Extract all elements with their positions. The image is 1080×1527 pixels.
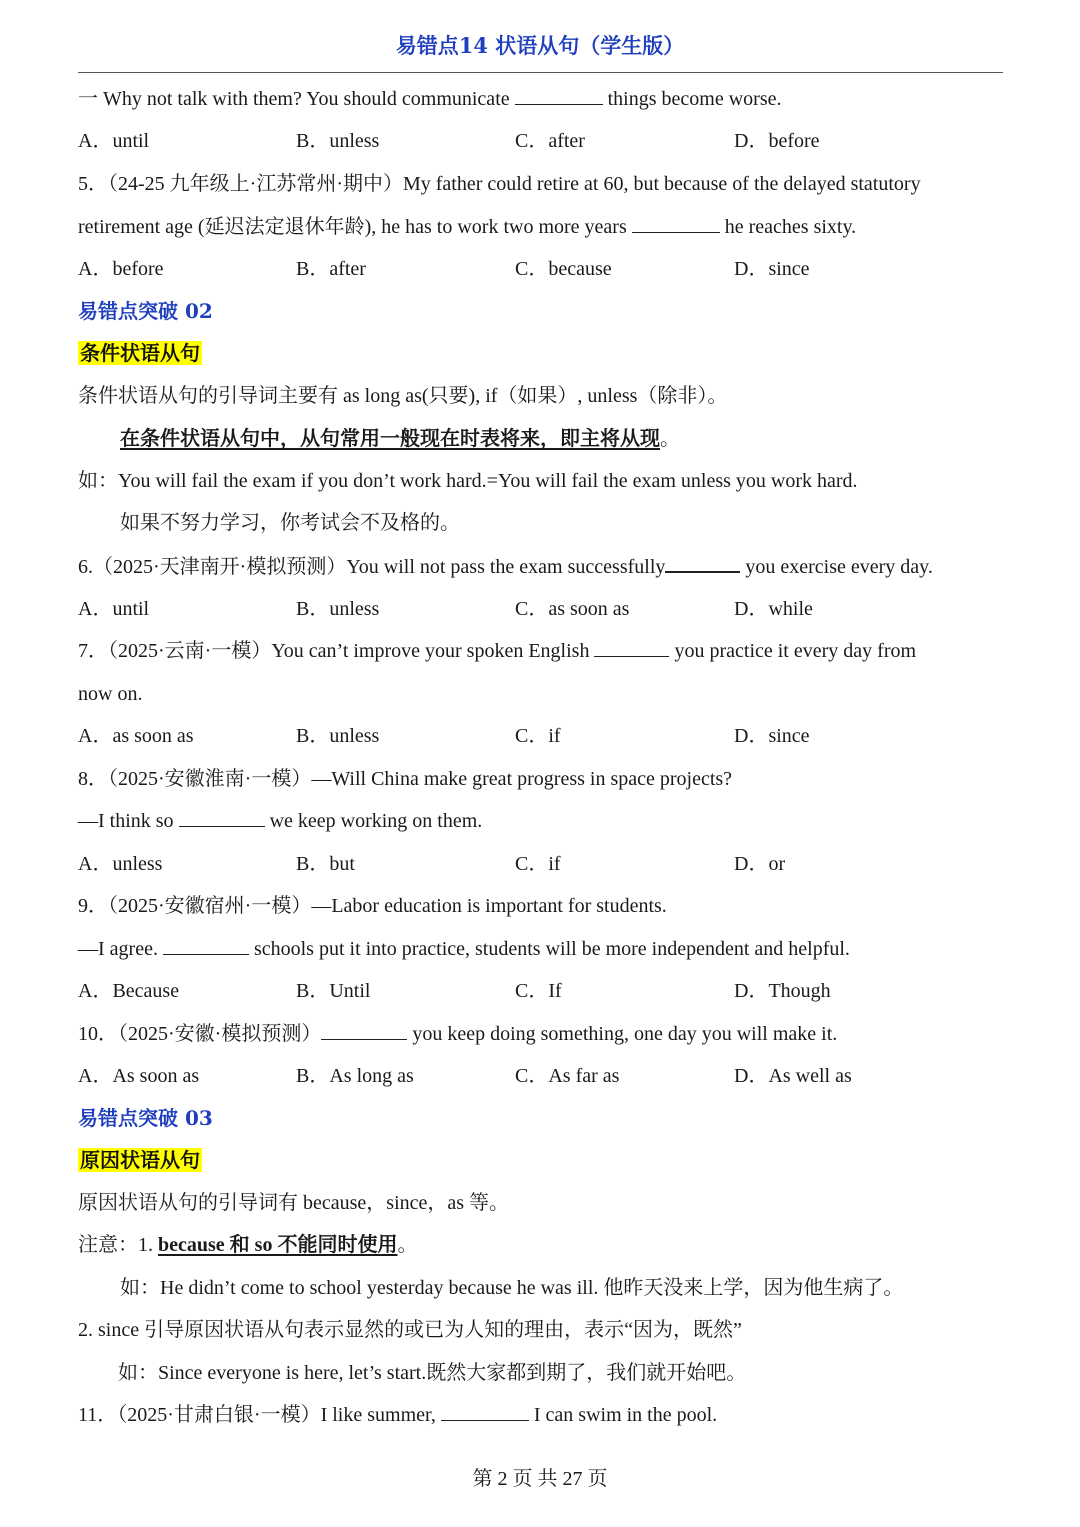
section-03-note-prefix: 注意：1.	[78, 1234, 158, 1256]
q9-text-1: —I agree.	[78, 938, 163, 960]
q10-text-1: 10．（2025·安徽·模拟预测）	[78, 1023, 322, 1045]
q5-stem-line1: 5．（24-25 九年级上·江苏常州·期中）My father could retire at 60, but because of the delayed statutory	[78, 173, 921, 195]
section-02-rule-row	[120, 425, 1004, 452]
q9-option-b: B．Until	[296, 980, 371, 1002]
q5-blank	[632, 214, 720, 233]
section-02-rule: 在条件状语从句中，从句常用一般现在时表将来，即主将从现	[120, 426, 660, 450]
page-title: 易错点14 状语从句（学生版）	[395, 33, 685, 58]
q8-option-c: C．if	[515, 853, 561, 875]
section-03-intro: 原因状语从句的引导词有 because，since，as 等。	[78, 1192, 510, 1214]
section-03-point2: 2. since 引导原因状语从句表示显然的或已为人知的理由，表示“因为，既然”	[78, 1319, 742, 1341]
q7-stem-line2: now on.	[78, 683, 143, 705]
section-02-topic-row	[78, 340, 1004, 367]
q4-text-2: things become worse.	[602, 88, 782, 110]
q6-text-2: you exercise every day.	[740, 556, 933, 578]
q8-option-a: A．unless	[78, 853, 163, 875]
q6-option-a: A．until	[78, 598, 150, 620]
q4-option-d: D．before	[734, 130, 820, 152]
q4-option-c: C．after	[515, 130, 585, 152]
q10-blank	[321, 1021, 407, 1040]
q6-option-c: C．as soon as	[515, 598, 630, 620]
q8-stem-line1: 8．（2025·安徽淮南·一模）—Will China make great progress in space projects?	[78, 768, 733, 790]
q10-text-2: you keep doing something, one day you will make it.	[407, 1023, 838, 1045]
q7-text-2: you practice it every day from	[669, 640, 917, 662]
q11-stem	[78, 1402, 1004, 1428]
q6-text-1: 6.（2025·天津南开·模拟预测）You will not pass the exam successfully	[78, 556, 666, 578]
section-02-topic: 条件状语从句	[80, 341, 200, 365]
q6-option-d: D．while	[734, 598, 813, 620]
q11-text-1: 11．（2025·甘肃白银·一模）I like summer,	[78, 1404, 441, 1426]
section-03-note	[78, 1232, 1004, 1258]
q8-option-b: B．but	[296, 853, 355, 875]
q8-stem-line2	[78, 808, 1004, 834]
q9-stem-line2	[78, 936, 1004, 962]
q10-option-d: D．As well as	[734, 1065, 852, 1087]
q11-text-2: I can swim in the pool.	[528, 1404, 718, 1426]
section-02-rule-end: 。	[660, 428, 680, 450]
section-02-example-en: 如：You will fail the exam if you don’t work hard.=You will fail the exam unless you work hard.	[78, 470, 858, 492]
header-divider	[78, 72, 1003, 73]
q6-option-b: B．unless	[296, 598, 380, 620]
q10-option-b: B．As long as	[296, 1065, 414, 1087]
q10-option-c: C．As far as	[515, 1065, 620, 1087]
page-number: 第 2 页 共 27 页	[472, 1468, 608, 1490]
section-02-intro: 条件状语从句的引导词主要有 as long as(只要), if（如果）, unless（除非）。	[78, 385, 728, 407]
q8-option-d: D．or	[734, 853, 786, 875]
q10-option-a: A．As soon as	[78, 1065, 200, 1087]
section-03-topic-row	[78, 1147, 1004, 1174]
q6-stem	[78, 553, 1004, 580]
q7-blank	[594, 638, 669, 657]
q7-option-a: A．as soon as	[78, 725, 194, 747]
q9-blank	[163, 936, 249, 955]
q5-option-d: D．since	[734, 258, 810, 280]
q9-option-a: A．Because	[78, 980, 180, 1002]
q9-option-d: D．Though	[734, 980, 831, 1002]
q5-text-1: retirement age (延迟法定退休年龄), he has to work two more years	[78, 216, 632, 238]
q4-stem	[78, 86, 1004, 112]
q5-option-a: A．before	[78, 258, 164, 280]
q5-text-2: he reaches sixty.	[719, 216, 857, 238]
section-03-topic: 原因状语从句	[80, 1148, 200, 1172]
q7-option-b: B．unless	[296, 725, 380, 747]
q5-stem-line2	[78, 214, 1004, 240]
q4-text-1: 一 Why not talk with them? You should communicate	[78, 88, 515, 110]
q7-option-d: D．since	[734, 725, 810, 747]
q7-text-1: 7．（2025·云南·一模）You can’t improve your spoken English	[78, 640, 595, 662]
q8-blank	[179, 808, 265, 827]
section-03-example1: 如：He didn’t come to school yesterday because he was ill. 他昨天没来上学，因为他生病了。	[120, 1277, 904, 1299]
q9-stem-line1: 9．（2025·安徽宿州·一模）—Labor education is important for students.	[78, 895, 667, 917]
q7-option-c: C．if	[515, 725, 561, 747]
section-03-label: 易错点突破 03	[78, 1106, 213, 1130]
q5-option-c: C．because	[515, 258, 612, 280]
q4-option-a: A．until	[78, 130, 150, 152]
q8-text-2: we keep working on them.	[264, 810, 483, 832]
section-02-example-cn: 如果不努力学习，你考试会不及格的。	[120, 512, 460, 534]
q7-stem-line1	[78, 638, 1004, 664]
q4-blank	[515, 86, 603, 105]
section-03-note-end: 。	[397, 1234, 418, 1256]
q10-stem	[78, 1021, 1004, 1047]
section-03-note-bold: because 和 so 不能同时使用	[158, 1234, 398, 1256]
section-03-example2: 如：Since everyone is here, let’s start.既然大家都到期了，我们就开始吧。	[118, 1362, 747, 1384]
section-02-label: 易错点突破 02	[78, 299, 213, 323]
q4-option-b: B．unless	[296, 130, 380, 152]
q5-option-b: B．after	[296, 258, 366, 280]
q6-blank	[665, 553, 740, 573]
q9-option-c: C．If	[515, 980, 562, 1002]
q11-blank	[441, 1402, 529, 1421]
q9-text-2: schools put it into practice, students will be more independent and helpful.	[248, 938, 850, 960]
q8-text-1: —I think so	[78, 810, 179, 832]
